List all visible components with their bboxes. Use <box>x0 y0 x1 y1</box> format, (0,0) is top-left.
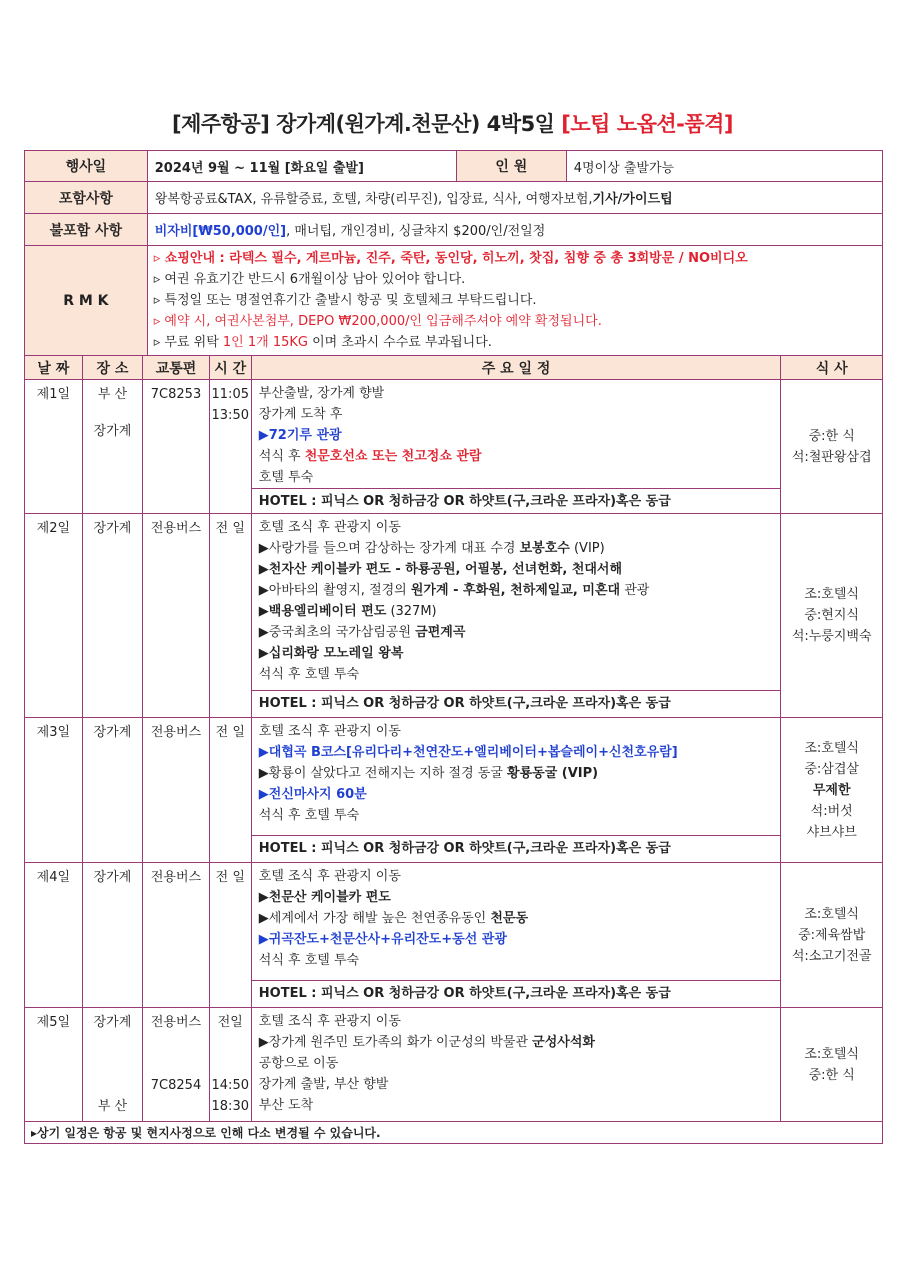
day-2-line-8: 석식 후 호텔 투숙 <box>258 667 360 682</box>
day-5-line-1: 호텔 조식 후 관광지 이동 <box>258 1014 401 1029</box>
day-4-line-4: ▶귀곡잔도+천문산사+유리잔도+동선 관광 <box>258 932 507 947</box>
day-1-line-1: 부산출발, 장가계 향발 <box>258 386 385 401</box>
day-3-meal-2: 중:삼겹살 <box>804 761 859 777</box>
value-exclude <box>148 214 882 245</box>
rmk-deposit: ▹ 예약 시, 여권사본첨부, DEPO ₩200,000/인 입금해주셔야 예약 확정됩니다. <box>153 314 602 329</box>
day-2-meal-2: 중:현지식 <box>804 608 859 623</box>
day-2-line-5a: ▶백용엘리베이터 편도 <box>258 604 387 619</box>
row-rmk <box>24 246 883 356</box>
day-3-row <box>24 718 883 863</box>
header-trans: 교통편 <box>143 356 209 379</box>
row-exclude <box>24 214 883 246</box>
day-3-schedule <box>252 718 782 862</box>
day-4-place-text: 장가계 <box>93 870 132 885</box>
day-5-time-2: 14:50 <box>211 1078 249 1093</box>
day-5-place <box>83 1008 144 1121</box>
day-3-meal <box>781 718 882 862</box>
spacer <box>210 1033 251 1075</box>
row-date <box>24 150 883 182</box>
day-1-line-3: ▶72기루 관광 <box>258 428 342 443</box>
day-1-line-4 <box>259 446 774 467</box>
day-5-line-3: 공항으로 이동 <box>258 1056 339 1071</box>
day-1-line-4b: 천문호선쇼 또는 천고정쇼 관람 <box>304 449 482 464</box>
day-2-schedule <box>252 514 782 717</box>
day-4-date-text: 제4일 <box>36 870 71 885</box>
day-5-meal-2: 중:한 식 <box>808 1067 855 1083</box>
row-include <box>24 182 883 214</box>
day-5-line-2 <box>259 1032 774 1053</box>
day-2-line-6 <box>259 622 774 643</box>
day-1-place-2: 장가계 <box>93 424 132 439</box>
footer-note: ▸상기 일정은 항공 및 현지사정으로 인해 다소 변경될 수 있습니다. <box>31 1126 381 1140</box>
exclude-rest: , 매너팁, 개인경비, 싱글챠지 $200/인/전일정 <box>286 224 546 239</box>
day-1-time-2: 13:50 <box>211 408 249 423</box>
header-place: 장 소 <box>83 356 144 379</box>
day-3-line-3a: ▶황룡이 살았다고 전해지는 지하 절경 동굴 <box>258 766 508 781</box>
day-2-trans <box>143 514 209 717</box>
day-3-meal-5: 샤브샤브 <box>806 824 857 840</box>
label-people: 인 원 <box>457 151 567 181</box>
day-5-time-1: 전일 <box>217 1015 243 1030</box>
day-3-line-3 <box>259 763 774 784</box>
day-3-line-4: ▶전신마사지 60분 <box>258 787 367 802</box>
day-5-trans-1: 전용버스 <box>150 1015 202 1030</box>
day-1-meal-1: 중:한 식 <box>808 428 855 444</box>
schedule-header <box>24 356 883 380</box>
day-4-line-1: 호텔 조식 후 관광지 이동 <box>258 869 401 884</box>
day-2-meal-3: 석:누룽지백숙 <box>791 629 872 644</box>
day-4-trans-text: 전용버스 <box>150 870 202 885</box>
day-1-time <box>210 380 252 513</box>
day-1-schedule <box>252 380 782 513</box>
day-4-line-5: 석식 후 호텔 투숙 <box>258 953 360 968</box>
header-meal: 식 사 <box>781 356 882 379</box>
day-2-date-text: 제2일 <box>36 521 71 536</box>
value-include <box>148 182 882 213</box>
day-4-schedule <box>252 863 782 1007</box>
day-5-meal-1: 조:호텔식 <box>804 1046 859 1062</box>
day-2-line-6a: ▶중국최초의 국가삼림공원 <box>258 625 416 640</box>
label-rmk: R M K <box>25 246 148 355</box>
day-2-line-7: ▶십리화랑 모노레일 왕복 <box>258 646 404 661</box>
day-5-flight: 7C8254 <box>150 1078 202 1093</box>
day-2-line-4b: 원가계 - 후화원, 천하제일교, 미혼대 <box>410 583 621 598</box>
day-2-line-2b: 보봉호수 <box>519 541 570 556</box>
day-3-line-5: 석식 후 호텔 투숙 <box>258 808 360 823</box>
header-date: 날 짜 <box>25 356 83 379</box>
day-1-line-4a: 석식 후 <box>258 449 305 464</box>
spacer <box>83 405 143 421</box>
title-main: [제주항공] 장가계(원가계.천문산) 4박5일 <box>171 112 562 136</box>
day-5-line-2b: 군성사석화 <box>532 1035 595 1050</box>
day-2-meal-1: 조:호텔식 <box>804 587 859 602</box>
rmk-baggage-c: 이며 초과시 수수료 부과됩니다. <box>307 335 492 350</box>
day-3-trans-text: 전용버스 <box>150 725 202 740</box>
day-4-meal <box>781 863 882 1007</box>
day-1-meal-2: 석:철판왕삼겹 <box>791 449 872 465</box>
day-2-line-4c: 관광 <box>620 583 650 598</box>
value-rmk <box>148 246 882 355</box>
day-2-line-2a: ▶사랑가를 들으며 감상하는 장가계 대표 수경 <box>258 541 520 556</box>
day-4-line-3b: 천문동 <box>490 911 529 926</box>
day-5-row <box>24 1008 883 1122</box>
day-4-row <box>24 863 883 1008</box>
day-3-place-text: 장가계 <box>93 725 132 740</box>
day-3-trans <box>143 718 209 862</box>
day-2-trans-text: 전용버스 <box>150 521 202 536</box>
day-2-meal <box>781 514 882 717</box>
day-1-meal <box>781 380 882 513</box>
rmk-baggage <box>154 332 492 353</box>
exclude-visa: 비자비[₩50,000/인] <box>154 224 287 239</box>
day-4-place <box>83 863 144 1007</box>
footer-row <box>24 1122 883 1144</box>
day-5-date-text: 제5일 <box>36 1015 71 1030</box>
day-4-meal-1: 조:호텔식 <box>804 906 859 922</box>
day-1-line-5: 호텔 투숙 <box>258 470 314 485</box>
day-3-place <box>83 718 144 862</box>
day-4-time <box>210 863 252 1007</box>
day-1-flight: 7C8253 <box>150 387 202 402</box>
day-1-hotel: HOTEL : 피닉스 OR 청하금강 OR 하얏트(구,크라운 프라자)혹은 동급 <box>252 488 781 513</box>
header-schedule: 주 요 일 정 <box>252 356 782 379</box>
day-2-line-5 <box>259 601 774 622</box>
day-5-place-2: 부 산 <box>97 1099 128 1114</box>
day-5-place-1: 장가계 <box>93 1015 132 1030</box>
day-3-line-2: ▶대협곡 B코스[유리다리+천연잔도+엘리베이터+봅슬레이+신천호유람] <box>258 745 678 760</box>
day-5-meal <box>781 1008 882 1121</box>
day-1-trans <box>143 380 209 513</box>
day-5-line-2a: ▶장가계 원주민 토가족의 화가 이군성의 박물관 <box>258 1035 533 1050</box>
value-people: 4명이상 출발가능 <box>573 160 675 176</box>
day-2-line-4 <box>259 580 774 601</box>
day-3-time <box>210 718 252 862</box>
day-1-row <box>24 380 883 514</box>
day-3-date-text: 제3일 <box>36 725 71 740</box>
label-include: 포함사항 <box>25 182 148 213</box>
label-date: 행사일 <box>25 151 148 181</box>
value-date: 2024년 9월 ~ 11월 [화요일 출발] <box>148 151 457 181</box>
day-1-place-1: 부 산 <box>97 387 128 402</box>
day-1-time-1: 11:05 <box>211 387 249 402</box>
day-1-date <box>25 380 83 513</box>
day-3-meal-4: 석:버섯 <box>810 803 853 819</box>
spacer <box>143 1033 208 1075</box>
day-4-time-text: 전 일 <box>215 870 245 885</box>
day-2-time <box>210 514 252 717</box>
day-4-meal-3: 석:소고기전골 <box>791 948 872 964</box>
day-1-date-text: 제1일 <box>36 387 71 402</box>
include-bold: 기사/가이드팁 <box>592 192 673 207</box>
day-2-hotel: HOTEL : 피닉스 OR 청하금강 OR 하얏트(구,크라운 프라자)혹은 동급 <box>252 690 781 717</box>
day-2-place-text: 장가계 <box>93 521 132 536</box>
day-3-line-1: 호텔 조식 후 관광지 이동 <box>258 724 401 739</box>
day-2-line-2 <box>259 538 774 559</box>
day-2-date <box>25 514 83 717</box>
itinerary-document <box>24 150 883 1144</box>
day-2-line-3: ▶천자산 케이블카 편도 - 하룡공원, 어필봉, 선녀헌화, 천대서해 <box>258 562 623 577</box>
rmk-baggage-a: ▹ 무료 위탁 <box>153 335 223 350</box>
day-4-trans <box>143 863 209 1007</box>
day-5-date <box>25 1008 83 1121</box>
day-3-time-text: 전 일 <box>215 725 245 740</box>
day-5-line-4: 장가계 출발, 부산 향발 <box>258 1077 389 1092</box>
day-4-date <box>25 863 83 1007</box>
day-2-line-5b: (327M) <box>386 604 437 619</box>
day-5-schedule <box>252 1008 782 1121</box>
day-2-line-1: 호텔 조식 후 관광지 이동 <box>258 520 401 535</box>
rmk-baggage-b: 1인 1개 15KG <box>222 335 308 350</box>
page-title <box>0 108 905 138</box>
day-2-line-2c: (VIP) <box>569 541 605 556</box>
day-2-row <box>24 514 883 718</box>
day-2-line-4a: ▶아바타의 촬영지, 절경의 <box>258 583 411 598</box>
day-5-line-5: 부산 도착 <box>258 1098 314 1113</box>
day-4-line-3 <box>259 908 774 929</box>
day-3-meal-1: 조:호텔식 <box>804 740 859 756</box>
day-5-trans <box>143 1008 209 1121</box>
rmk-passport: ▹ 여권 유효기간 반드시 6개월이상 남아 있어야 합니다. <box>153 272 466 287</box>
day-4-line-3a: ▶세계에서 가장 해발 높은 천연종유동인 <box>258 911 491 926</box>
day-3-line-3b: 황룡동굴 (VIP) <box>507 766 599 781</box>
day-1-place <box>83 380 144 513</box>
day-5-time <box>210 1008 252 1121</box>
label-exclude: 불포함 사항 <box>25 214 148 245</box>
day-2-time-text: 전 일 <box>215 521 245 536</box>
day-3-hotel: HOTEL : 피닉스 OR 청하금강 OR 하얏트(구,크라운 프라자)혹은 동급 <box>252 835 781 862</box>
day-3-date <box>25 718 83 862</box>
day-3-meal-3: 무제한 <box>812 782 851 798</box>
header-time: 시 간 <box>210 356 252 379</box>
day-5-time-3: 18:30 <box>211 1099 249 1114</box>
day-2-place <box>83 514 144 717</box>
day-2-line-6b: 금편계곡 <box>415 625 466 640</box>
rmk-holiday: ▹ 특정일 또는 명절연휴기간 출발시 항공 및 호텔체크 부탁드립니다. <box>153 293 537 308</box>
rmk-shopping: ▹ 쇼핑안내 : 라텍스 필수, 게르마늄, 진주, 죽탄, 동인당, 히노끼, 찻집, 침향 중 총 3회방문 / NO비디오 <box>153 251 748 266</box>
spacer <box>83 1033 143 1096</box>
day-4-line-2: ▶천문산 케이블카 편도 <box>258 890 391 905</box>
title-highlight: [노팁 노옵션-품격] <box>561 112 734 136</box>
day-4-meal-2: 중:제육쌈밥 <box>798 927 866 943</box>
day-1-line-2: 장가계 도착 후 <box>258 407 343 422</box>
include-text: 왕복항공료&TAX, 유류할증료, 호텔, 차량(리무진), 입장료, 식사, 여행자보험, <box>154 192 593 207</box>
day-4-hotel: HOTEL : 피닉스 OR 청하금강 OR 하얏트(구,크라운 프라자)혹은 동급 <box>252 980 781 1007</box>
